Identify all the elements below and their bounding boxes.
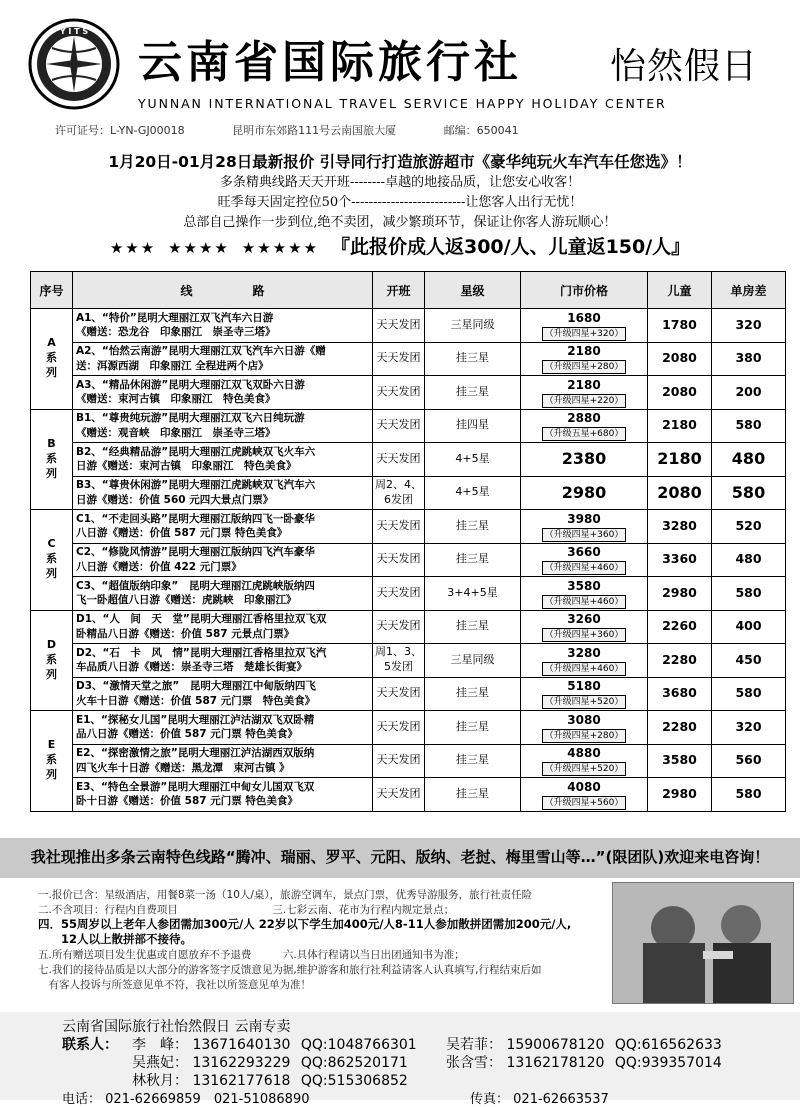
series-label: E 系 列 (31, 711, 73, 812)
route-gift: 飞一卧超值八日游《赠送：虎跳峡 印象丽江》 (76, 594, 297, 607)
upgrade-note: （升级四星+280） (542, 360, 627, 374)
brand-name: 怡然假日 (610, 46, 759, 87)
route-name: D3、“激情天堂之旅” 昆明大理丽江中甸版纳四飞 (76, 680, 316, 693)
table-row (31, 443, 786, 477)
star-cell: 4+5星 (425, 476, 521, 510)
note-line: 一.报价已含：星级酒店，用餐8菜一汤（10人/桌），旅游空调车，景点门票，优秀导游服务，旅行社责任险 (38, 889, 533, 901)
schedule-cell: 周1、3、5发团 (373, 644, 425, 678)
route-name: B3、“尊贵休闲游”昆明大理丽江虎跳峡双飞汽车六 (76, 479, 316, 492)
route-name: E2、“探密激情之旅”昆明大理丽江泸沽湖西双版纳 (76, 747, 315, 760)
schedule-cell: 天天发团 (373, 778, 425, 812)
single-supplement-cell: 560 (712, 744, 786, 778)
schedule-cell: 天天发团 (373, 677, 425, 711)
route-cell (73, 778, 373, 812)
upgrade-note: （升级四星+280） (542, 729, 627, 743)
single-supplement-cell: 520 (712, 510, 786, 544)
single-supplement-cell: 480 (712, 543, 786, 577)
tourist-photo (612, 882, 794, 1004)
single-supplement-cell: 400 (712, 610, 786, 644)
address: 昆明市东郊路111号云南国旅大厦 (232, 124, 397, 137)
child-price-cell: 2980 (648, 577, 712, 611)
contact-phone[interactable]: 15900678120 (506, 1037, 605, 1053)
route-name: D1、“人 间 天 堂”昆明大理丽江香格里拉双飞双 (76, 613, 327, 626)
table-row (31, 376, 786, 410)
child-price-cell: 2280 (648, 711, 712, 745)
route-gift: 卧精品八日游《赠送：价值 587 元景点门票》 (76, 627, 295, 640)
fax-row (470, 1088, 609, 1107)
tel-label: 电话： (62, 1092, 102, 1107)
license-number: 许可证号：L-YN-GJ00018 (55, 124, 185, 137)
table-row (31, 778, 786, 812)
table-header-row (31, 272, 786, 309)
child-price-cell: 2180 (648, 443, 712, 477)
contact-phone[interactable]: 13162178120 (506, 1055, 605, 1071)
stars-5: ★★★★★ (241, 239, 320, 257)
route-gift: 《赠送：观音峡 印象丽江 崇圣寺三塔》 (76, 426, 276, 439)
route-gift: 卧十日游《赠送：价值 587 元门票 特色美食》 (76, 795, 298, 808)
price-value: 1680 (567, 310, 601, 325)
contact-person (132, 1070, 408, 1090)
contact-person (132, 1034, 417, 1054)
license-row (55, 122, 563, 138)
route-gift: 《赠送：恐龙谷 印象丽江 崇圣寺三塔》 (76, 326, 276, 339)
note-line: 五.所有赠送项目发生优惠或自愿放弃不予退费 六.具体行程请以当日出团通知书为准； (38, 949, 465, 961)
table-row (31, 543, 786, 577)
upgrade-note: （升级四星+360） (542, 528, 627, 542)
col-header-route: 线 路 (73, 272, 373, 309)
table-row (31, 744, 786, 778)
fax-number: 021-62663537 (513, 1092, 609, 1107)
route-name: E1、“探秘女儿国”昆明大理丽江泸沽湖双飞双卧精 (76, 713, 315, 726)
series-label: D 系 列 (31, 610, 73, 711)
star-cell: 挂三星 (425, 610, 521, 644)
contact-person (446, 1052, 722, 1072)
price-cell (521, 409, 648, 443)
price-value: 2880 (567, 411, 601, 426)
single-supplement-cell: 450 (712, 644, 786, 678)
star-cell: 三星同级 (425, 309, 521, 343)
single-supplement-cell: 580 (712, 577, 786, 611)
route-cell (73, 476, 373, 510)
slogan-2: 旺季每天固定控位50个--------------------------让您客人出行无忧！ (217, 195, 583, 210)
route-cell (73, 711, 373, 745)
star-cell: 挂三星 (425, 376, 521, 410)
table-row (31, 644, 786, 678)
price-cell (521, 376, 648, 410)
route-cell (73, 744, 373, 778)
note-line: 二.不含项目：行程内自费项目 三.七彩云南、花市为行程内规定景点； (38, 904, 455, 916)
price-cell (521, 443, 648, 477)
route-cell (73, 677, 373, 711)
upgrade-note: （升级四星+360） (542, 628, 627, 642)
child-price-cell: 2980 (648, 778, 712, 812)
child-price-cell: 3680 (648, 677, 712, 711)
route-name: A1、“特价”昆明大理丽江双飞汽车六日游 (76, 311, 274, 324)
star-cell: 挂三星 (425, 677, 521, 711)
stars-3: ★★★ (109, 239, 157, 257)
contact-person (132, 1052, 408, 1072)
table-row (31, 342, 786, 376)
route-name: B1、“尊贵纯玩游”昆明大理丽江双飞六日纯玩游 (76, 412, 305, 425)
single-supplement-cell: 320 (712, 711, 786, 745)
headline: 1月20日-01月28日最新报价 引导同行打造旅游超市《豪华纯玩火车汽车任您选》！ (108, 153, 692, 171)
contact-qq: QQ:515306852 (300, 1073, 408, 1089)
upgrade-note: （升级五星+680） (542, 427, 627, 441)
route-cell (73, 309, 373, 343)
route-name: C1、“不走回头路”昆明大理丽江版纳四飞一卧豪华 (76, 512, 315, 525)
table-row (31, 409, 786, 443)
slogan-3: 总部自己操作一步到位,绝不卖团，减少繁琐环节，保证让你客人游玩顺心！ (183, 215, 617, 230)
contact-person (446, 1034, 722, 1054)
stars-4: ★★★★ (168, 239, 230, 257)
star-cell: 挂四星 (425, 409, 521, 443)
schedule-cell: 天天发团 (373, 510, 425, 544)
child-price-cell: 3280 (648, 510, 712, 544)
upgrade-note: （升级四星+560） (542, 796, 627, 810)
note-line: 七.我们的接待品质是以大部分的游客签字反馈意见为据,维护游客和旅行社利益请客人认真填写,行程结束后如 (38, 964, 542, 976)
route-name: B2、“经典精品游”昆明大理丽江虎跳峡双飞火车六 (76, 445, 316, 458)
note-line: 12人以上散拼部不接待。 (38, 932, 193, 946)
upgrade-note: （升级四星+460） (542, 561, 627, 575)
col-header-child: 儿童 (648, 272, 712, 309)
route-cell (73, 443, 373, 477)
price-cell (521, 711, 648, 745)
col-header-star: 星级 (425, 272, 521, 309)
note-line: 四．55周岁以上老年人参团需加300元/人 22岁以下学生加400元/人8-11人参加散拼团需加200元/人, (38, 917, 572, 931)
child-price-cell: 2180 (648, 409, 712, 443)
single-supplement-cell: 580 (712, 778, 786, 812)
upgrade-note: （升级四星+520） (542, 762, 627, 776)
star-cell: 挂三星 (425, 342, 521, 376)
logo-text: Y I T S (59, 27, 89, 36)
price-value: 3980 (567, 511, 601, 526)
contact-phone[interactable]: 13162293229 (192, 1055, 291, 1071)
child-price-cell: 3360 (648, 543, 712, 577)
upgrade-note: （升级四星+220） (542, 394, 627, 408)
schedule-cell: 天天发团 (373, 342, 425, 376)
price-value: 3260 (567, 612, 601, 627)
contact-qq: QQ:862520171 (300, 1055, 408, 1071)
contact-name: 吴若菲： (446, 1037, 502, 1053)
col-header-index: 序号 (31, 272, 73, 309)
route-name: C2、“修陇风情游”昆明大理丽江版纳四飞汽车豪华 (76, 546, 315, 559)
route-cell (73, 543, 373, 577)
child-price-cell: 2260 (648, 610, 712, 644)
route-gift: 送：洱源西湖 印象丽江 全程进两个店》 (76, 359, 269, 372)
schedule-cell: 天天发团 (373, 309, 425, 343)
table-row (31, 510, 786, 544)
child-price-cell: 2280 (648, 644, 712, 678)
price-value: 3580 (567, 578, 601, 593)
route-name: A2、“怡然云南游”昆明大理丽江双飞汽车六日游《赠 (76, 345, 326, 358)
route-cell (73, 644, 373, 678)
price-value: 2180 (567, 377, 601, 392)
contact-name: 李 峰： (132, 1037, 188, 1053)
price-value: 5180 (567, 679, 601, 694)
single-supplement-cell: 580 (712, 409, 786, 443)
star-cell: 4+5星 (425, 443, 521, 477)
price-value: 3660 (567, 545, 601, 560)
contact-label: 联系人： (62, 1037, 118, 1053)
price-cell (521, 778, 648, 812)
price-value: 2980 (561, 482, 607, 502)
table-row (31, 577, 786, 611)
single-supplement-cell: 580 (712, 476, 786, 510)
schedule-cell: 天天发团 (373, 577, 425, 611)
slogan-1: 多条精典线路天天开班--------卓越的地接品质，让您安心收客！ (219, 175, 581, 190)
upgrade-note: （升级四星+460） (542, 662, 627, 676)
single-supplement-cell: 320 (712, 309, 786, 343)
postcode: 邮编：650041 (443, 124, 519, 137)
child-price-cell: 2080 (648, 342, 712, 376)
schedule-cell: 天天发团 (373, 711, 425, 745)
child-price-cell: 2080 (648, 376, 712, 410)
series-label: A 系 列 (31, 309, 73, 410)
contact-qq: QQ:939357014 (614, 1055, 722, 1071)
contact-qq: QQ:616562633 (614, 1037, 722, 1053)
single-supplement-cell: 580 (712, 677, 786, 711)
route-cell (73, 376, 373, 410)
single-supplement-cell: 380 (712, 342, 786, 376)
col-header-schedule: 开班 (373, 272, 425, 309)
single-supplement-cell: 480 (712, 443, 786, 477)
table-row (31, 309, 786, 343)
star-cell: 挂三星 (425, 711, 521, 745)
star-cell: 挂三星 (425, 778, 521, 812)
col-header-price: 门市价格 (521, 272, 648, 309)
price-cell (521, 309, 648, 343)
price-value: 3280 (567, 645, 601, 660)
price-cell (521, 577, 648, 611)
child-price-cell: 2080 (648, 476, 712, 510)
price-value: 4880 (567, 746, 601, 761)
star-cell: 挂三星 (425, 744, 521, 778)
price-cell (521, 510, 648, 544)
schedule-cell: 天天发团 (373, 409, 425, 443)
schedule-cell: 天天发团 (373, 443, 425, 477)
table-row (31, 610, 786, 644)
contact-name: 吴燕妃： (132, 1055, 188, 1071)
schedule-cell: 天天发团 (373, 543, 425, 577)
contact-qq: QQ:1048766301 (300, 1037, 417, 1053)
price-cell (521, 342, 648, 376)
tel-number[interactable]: 021-62669859 021-51086890 (105, 1092, 310, 1107)
contact-name: 张含雪： (446, 1055, 502, 1071)
route-cell (73, 577, 373, 611)
route-name: D2、“石 卡 风 情”昆明大理丽江香格里拉双飞汽 (76, 646, 327, 659)
route-cell (73, 342, 373, 376)
price-cell (521, 610, 648, 644)
promo-text: 『此报价成人返300/人、儿童返150/人』 (330, 236, 691, 258)
table-row (31, 711, 786, 745)
note-line: 有客人投诉与所签意见单不符，我社以所签意见单为准！ (38, 979, 311, 991)
table-row (31, 476, 786, 510)
schedule-cell: 天天发团 (373, 376, 425, 410)
price-cell (521, 677, 648, 711)
tour-price-table (30, 271, 786, 812)
single-supplement-cell: 200 (712, 376, 786, 410)
schedule-cell: 天天发团 (373, 610, 425, 644)
route-gift: 四飞火车十日游《赠送：黑龙潭 束河古镇 》 (76, 761, 290, 774)
route-gift: 日游《赠送：束河古镇 印象丽江 特色美食》 (76, 460, 297, 473)
table-row (31, 677, 786, 711)
star-cell: 3+4+5星 (425, 577, 521, 611)
route-cell (73, 610, 373, 644)
child-price-cell: 1780 (648, 309, 712, 343)
series-label: C 系 列 (31, 510, 73, 611)
contact-phone[interactable]: 13671640130 (192, 1037, 291, 1053)
company-logo (28, 18, 120, 110)
price-cell (521, 476, 648, 510)
phone-row (62, 1088, 310, 1107)
route-name: E3、“特色全景游”昆明大理丽江中甸女儿国双飞双 (76, 780, 315, 793)
route-gift: 日游《赠送：价值 560 元四大景点门票》 (76, 493, 274, 506)
fax-label: 传真： (470, 1092, 510, 1107)
contact-company: 云南省国际旅行社怡然假日 云南专卖 (62, 1019, 291, 1035)
banner-text: 我社现推出多条云南特色线路“腾冲、瑞丽、罗平、元阳、版纳、老挝、梅里雪山等…”(限团队)欢迎来电咨询！ (30, 848, 770, 866)
price-cell (521, 744, 648, 778)
child-price-cell: 3580 (648, 744, 712, 778)
route-name: C3、“超值版纳印象” 昆明大理丽江虎跳峡版纳四 (76, 579, 315, 592)
price-value: 3080 (567, 712, 601, 727)
route-cell (73, 510, 373, 544)
company-title: 云南省国际旅行社 (138, 37, 522, 88)
star-cell: 三星同级 (425, 644, 521, 678)
route-gift: 八日游《赠送：价值 587 元门票 特色美食》 (76, 527, 288, 540)
route-gift: 火车十日游《赠送：价值 587 元门票 特色美食》 (76, 694, 316, 707)
price-value: 2180 (567, 344, 601, 359)
upgrade-note: （升级四星+460） (542, 595, 627, 609)
upgrade-note: （升级四星+520） (542, 695, 627, 709)
price-value: 4080 (567, 779, 601, 794)
english-subtitle: YUNNAN INTERNATIONAL TRAVEL SERVICE HAPPY HOLIDAY CENTER (138, 96, 667, 111)
price-cell (521, 644, 648, 678)
col-header-single: 单房差 (712, 272, 786, 309)
series-label: B 系 列 (31, 409, 73, 510)
star-cell: 挂三星 (425, 510, 521, 544)
upgrade-note: （升级四星+320） (542, 327, 627, 341)
route-gift: 八日游《赠送：价值 422 元门票》 (76, 560, 242, 573)
route-gift: 品八日游《赠送：价值 587 元门票 特色美食》 (76, 728, 298, 741)
contact-phone[interactable]: 13162177618 (192, 1073, 291, 1089)
star-cell: 挂三星 (425, 543, 521, 577)
route-cell (73, 409, 373, 443)
price-value: 2380 (561, 449, 607, 469)
price-cell (521, 543, 648, 577)
contact-name: 林秋月： (132, 1073, 188, 1089)
promo-row (0, 232, 800, 259)
schedule-cell: 天天发团 (373, 744, 425, 778)
route-name: A3、“精品休闲游”昆明大理丽江双飞双卧六日游 (76, 378, 305, 391)
route-gift: 《赠送：束河古镇 印象丽江 特色美食》 (76, 393, 276, 406)
route-gift: 车品质八日游《赠送：崇圣寺三塔 楚雄长街宴》 (76, 661, 307, 674)
schedule-cell: 周2、4、6发团 (373, 476, 425, 510)
